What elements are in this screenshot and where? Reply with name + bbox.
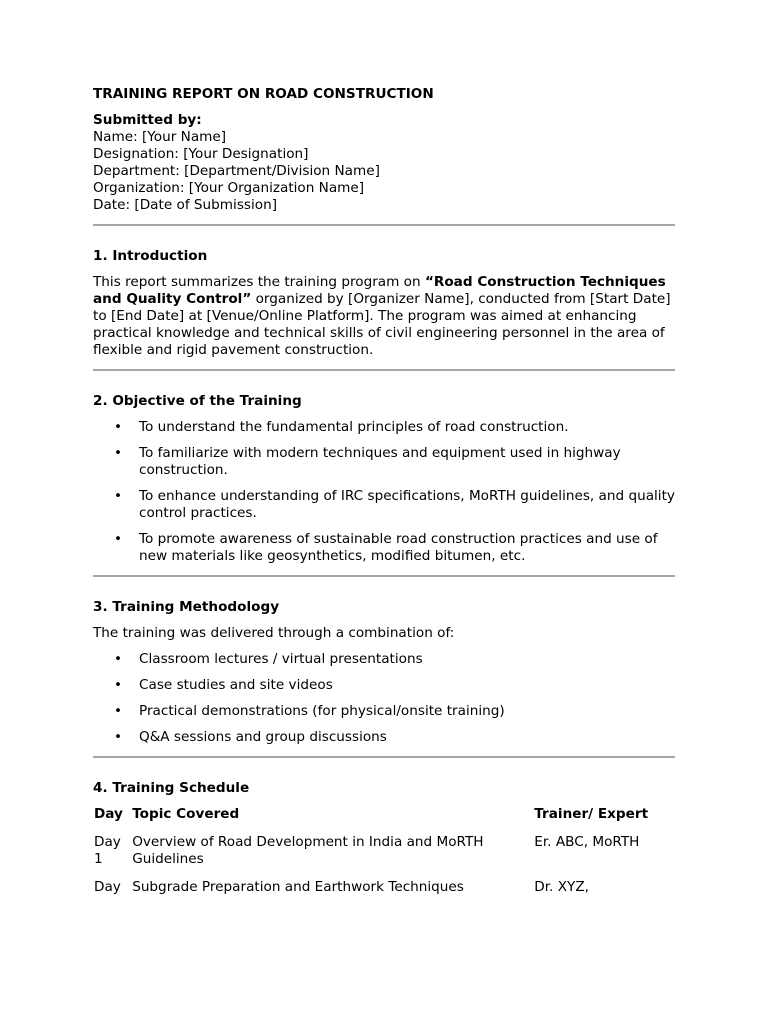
list-item-text: To understand the fundamental principles of road construction.	[139, 419, 569, 435]
cell-day: Day	[94, 879, 121, 895]
column-header-trainer: Trainer/ Expert	[534, 806, 649, 822]
submission-date: Date: [Date of Submission]	[93, 197, 278, 213]
column-header-topic: Topic Covered	[132, 806, 240, 822]
introduction-text-start: This report summarizes the training program on	[93, 274, 425, 290]
table-header-row	[93, 806, 675, 834]
list-item-text: Case studies and site videos	[139, 677, 333, 693]
submitted-by-block	[93, 112, 675, 214]
list-item-text: Practical demonstrations (for physical/onsite training)	[139, 703, 505, 719]
list-item-text: To familiarize with modern techniques and equipment used in highway construction.	[139, 445, 621, 478]
list-item	[93, 531, 675, 565]
program-name: “Road Construction Techniques and Quality Control”	[93, 274, 666, 307]
schedule-heading: 4. Training Schedule	[93, 780, 250, 796]
objectives-heading: 2. Objective of the Training	[93, 393, 302, 409]
list-item	[93, 445, 675, 479]
list-item	[93, 488, 675, 522]
submitter-name: Name: [Your Name]	[93, 129, 227, 145]
submitter-department: Department: [Department/Division Name]	[93, 163, 380, 179]
section-divider	[93, 575, 675, 577]
list-item	[93, 677, 675, 694]
cell-trainer: Er. ABC, MoRTH	[534, 834, 640, 850]
submitter-designation: Designation: [Your Designation]	[93, 146, 309, 162]
list-item-text: To promote awareness of sustainable road construction practices and use of new materials like geosynthetics, modified bitumen, etc.	[139, 531, 658, 564]
section-divider	[93, 369, 675, 371]
methodology-intro: The training was delivered through a combination of:	[93, 625, 455, 641]
submitted-by-heading: Submitted by:	[93, 112, 202, 128]
bullet-icon: •	[114, 488, 123, 504]
methodology-list	[93, 651, 675, 746]
bullet-icon: •	[114, 651, 123, 667]
bullet-icon: •	[114, 445, 123, 461]
list-item	[93, 419, 675, 436]
bullet-icon: •	[114, 677, 123, 693]
document-page	[93, 86, 675, 907]
introduction-text-end: organized by [Organizer Name], conducted from [Start Date] to [End Date] at [Venue/Online Platform]. The program was aimed at enhancing practical knowledge and technical skills of civil engineering personnel in the area of flexible and rigid pavement construction.	[93, 291, 671, 358]
section-divider	[93, 756, 675, 758]
column-header-day: Day	[94, 806, 123, 822]
list-item	[93, 703, 675, 720]
table-row	[93, 879, 675, 907]
submitter-organization: Organization: [Your Organization Name]	[93, 180, 365, 196]
list-item	[93, 729, 675, 746]
bullet-icon: •	[114, 531, 123, 547]
cell-topic: Subgrade Preparation and Earthwork Techniques	[132, 879, 464, 895]
list-item-text: Q&A sessions and group discussions	[139, 729, 387, 745]
introduction-heading: 1. Introduction	[93, 248, 208, 264]
list-item	[93, 651, 675, 668]
cell-topic: Overview of Road Development in India and MoRTH Guidelines	[132, 834, 484, 867]
list-item-text: Classroom lectures / virtual presentations	[139, 651, 423, 667]
objectives-list	[93, 419, 675, 565]
bullet-icon: •	[114, 419, 123, 435]
cell-day: Day 1	[94, 834, 121, 867]
methodology-heading: 3. Training Methodology	[93, 599, 280, 615]
table-row	[93, 834, 675, 879]
document-title: TRAINING REPORT ON ROAD CONSTRUCTION	[93, 86, 434, 102]
cell-trainer: Dr. XYZ,	[534, 879, 589, 895]
list-item-text: To enhance understanding of IRC specifications, MoRTH guidelines, and quality control practices.	[139, 488, 675, 521]
bullet-icon: •	[114, 729, 123, 745]
introduction-paragraph	[93, 274, 675, 359]
schedule-table	[93, 806, 675, 907]
section-divider	[93, 224, 675, 226]
bullet-icon: •	[114, 703, 123, 719]
